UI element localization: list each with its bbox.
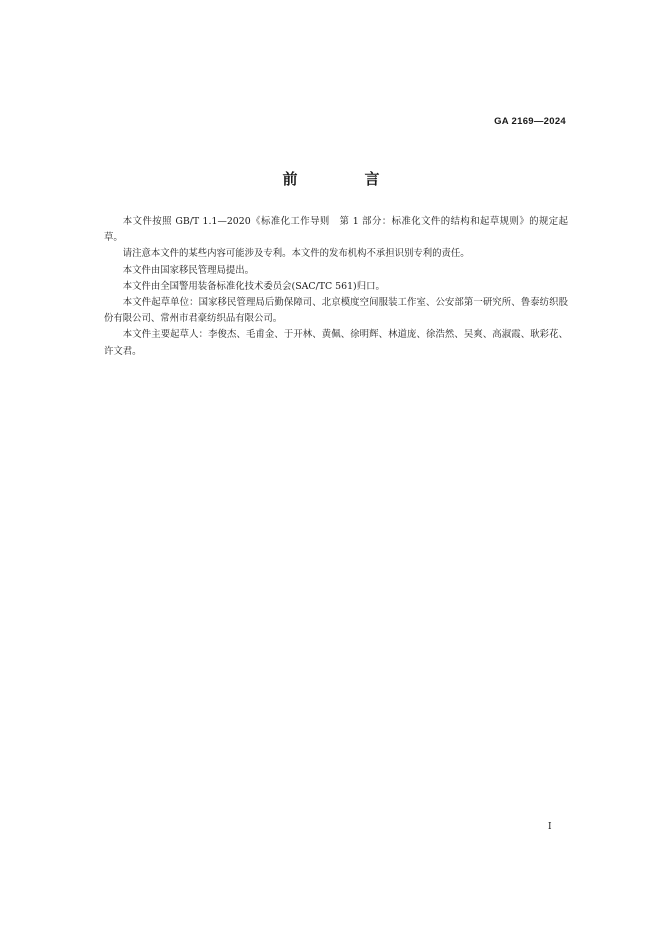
paragraph-main-drafters: 本文件主要起草人：李俊杰、毛甫金、于开林、黄佩、徐明辉、林道庞、徐浩然、吴爽、高淑霞、耿彩花、许文君。 (104, 329, 568, 357)
page-title: 前 言 (282, 170, 406, 188)
paragraph-proposer: 本文件由国家移民管理局提出。 (122, 264, 255, 276)
paragraph-drafting-rules: 本文件按照 GB/T 1.1—2020《标准化工作导则 第 1 部分：标准化文件的结构和起草规则》的规定起草。 (104, 216, 568, 244)
paragraph-technical-committee: 本文件由全国警用装备标准化技术委员会(SAC/TC 561)归口。 (122, 280, 385, 292)
paragraph-patent-notice: 请注意本文件的某些内容可能涉及专利。本文件的发布机构不承担识别专利的责任。 (122, 248, 470, 260)
page-number: I (548, 822, 552, 832)
paragraph-drafting-units: 本文件起草单位：国家移民管理局后勤保障司、北京模度空间服装工作室、公安部第一研究所、鲁泰纺织股份有限公司、常州市君豪纺织品有限公司。 (104, 297, 568, 325)
foreword-body (104, 214, 568, 360)
document-code: GA 2169—2024 (494, 116, 566, 127)
